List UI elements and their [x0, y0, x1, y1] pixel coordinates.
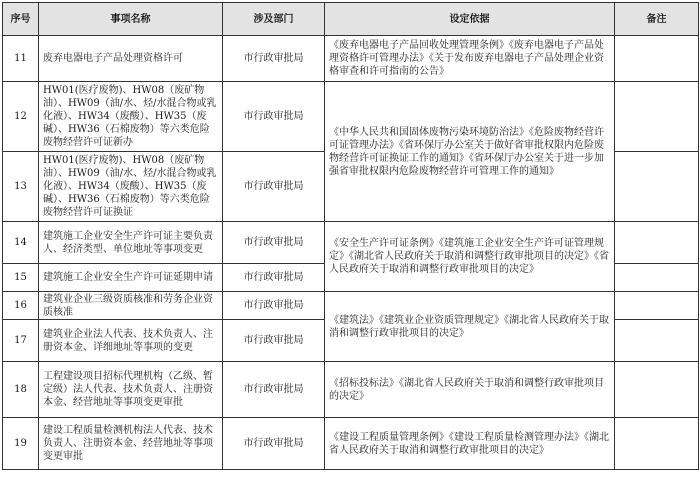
- row-item-name: 建筑业企业法人代表、技术负责人、注册资本金、详细地址等事项的变更: [39, 320, 223, 362]
- row-note: [615, 418, 699, 470]
- table-row: [3, 82, 699, 152]
- header-num: 序号: [3, 3, 39, 36]
- header-name: 事项名称: [39, 3, 223, 36]
- row-note: [615, 292, 699, 320]
- row-num: 19: [3, 418, 39, 470]
- table-row: [3, 418, 699, 470]
- row-num: 14: [3, 222, 39, 264]
- row-num: 15: [3, 264, 39, 292]
- header-basis: 设定依据: [325, 3, 615, 36]
- row-basis: 《中华人民共和国固体废物污染环境防治法》《危险废物经营许可证管理办法》《省环保厅办公室关于做好省审批权限内危险废物经营许可证换证工作的通知》《省环保厅办公室关于进一步加强省审批权限内危险废物经营许可管理工作的通知》: [325, 82, 615, 222]
- row-note: [615, 82, 699, 152]
- row-dept: 市行政审批局: [223, 362, 325, 418]
- header-note: 备注: [615, 3, 699, 36]
- table-row: [3, 36, 699, 82]
- row-num: 12: [3, 82, 39, 152]
- row-dept: 市行政审批局: [223, 264, 325, 292]
- approval-items-table: [2, 2, 699, 470]
- header-dept: 涉及部门: [223, 3, 325, 36]
- row-dept: 市行政审批局: [223, 152, 325, 222]
- row-basis: 《建筑法》《建筑业企业资质管理规定》《湖北省人民政府关于取消和调整行政审批项目的决定》: [325, 292, 615, 362]
- row-dept: 市行政审批局: [223, 292, 325, 320]
- table-row: [3, 292, 699, 320]
- row-dept: 市行政审批局: [223, 82, 325, 152]
- row-item-name: 工程建设项目招标代理机构（乙级、暂定级）法人代表、技术负责人、注册资本金、经营地址等事项变更审批: [39, 362, 223, 418]
- row-basis: 《招标投标法》《湖北省人民政府关于取消和调整行政审批项目的决定》: [325, 362, 615, 418]
- row-num: 17: [3, 320, 39, 362]
- row-item-name: 建设工程质量检测机构法人代表、技术负责人、注册资本金、经营地址等事项变更审批: [39, 418, 223, 470]
- row-note: [615, 264, 699, 292]
- row-basis: 《废弃电器电子产品回收处理管理条例》《废弃电器电子产品处理资格许可管理办法》《关于发布废弃电器电子产品处理企业资格审查和许可指南的公告》: [325, 36, 615, 82]
- row-num: 18: [3, 362, 39, 418]
- row-item-name: 建筑施工企业安全生产许可证延期申请: [39, 264, 223, 292]
- row-dept: 市行政审批局: [223, 36, 325, 82]
- row-item-name: 建筑施工企业安全生产许可证主要负责人、经济类型、单位地址等事项变更: [39, 222, 223, 264]
- row-item-name: 建筑业企业三级资质核准和劳务企业资质核准: [39, 292, 223, 320]
- row-item-name: HW01(医疗废物)、HW08（废矿物油）、HW09（油/水、烃/水混合物或乳化液）、HW34（废酸）、HW35（废碱）、HW36（石棉废物）等六类危险废物经营许可证新办: [39, 82, 223, 152]
- row-note: [615, 222, 699, 264]
- row-num: 13: [3, 152, 39, 222]
- table-row: [3, 362, 699, 418]
- row-dept: 市行政审批局: [223, 418, 325, 470]
- row-item-name: 废弃电器电子产品处理资格许可: [39, 36, 223, 82]
- row-basis: 《建设工程质量管理条例》《建设工程质量检测管理办法》《湖北省人民政府关于取消和调整行政审批项目的决定》: [325, 418, 615, 470]
- table-header-row: [3, 3, 699, 36]
- row-dept: 市行政审批局: [223, 222, 325, 264]
- row-note: [615, 320, 699, 362]
- row-dept: 市行政审批局: [223, 320, 325, 362]
- row-note: [615, 36, 699, 82]
- row-num: 16: [3, 292, 39, 320]
- table-row: [3, 222, 699, 264]
- row-basis: 《安全生产许可证条例》《建筑施工企业安全生产许可证管理规定》《湖北省人民政府关于取消和调整行政审批项目的决定》《省人民政府关于取消和调整行政审批项目的决定》: [325, 222, 615, 292]
- row-note: [615, 362, 699, 418]
- row-num: 11: [3, 36, 39, 82]
- row-item-name: HW01(医疗废物)、HW08（废矿物油）、HW09（油/水、烃/水混合物或乳化液）、HW34（废酸）、HW35（废碱）、HW36（石棉废物）等六类危险废物经营许可证换证: [39, 152, 223, 222]
- row-note: [615, 152, 699, 222]
